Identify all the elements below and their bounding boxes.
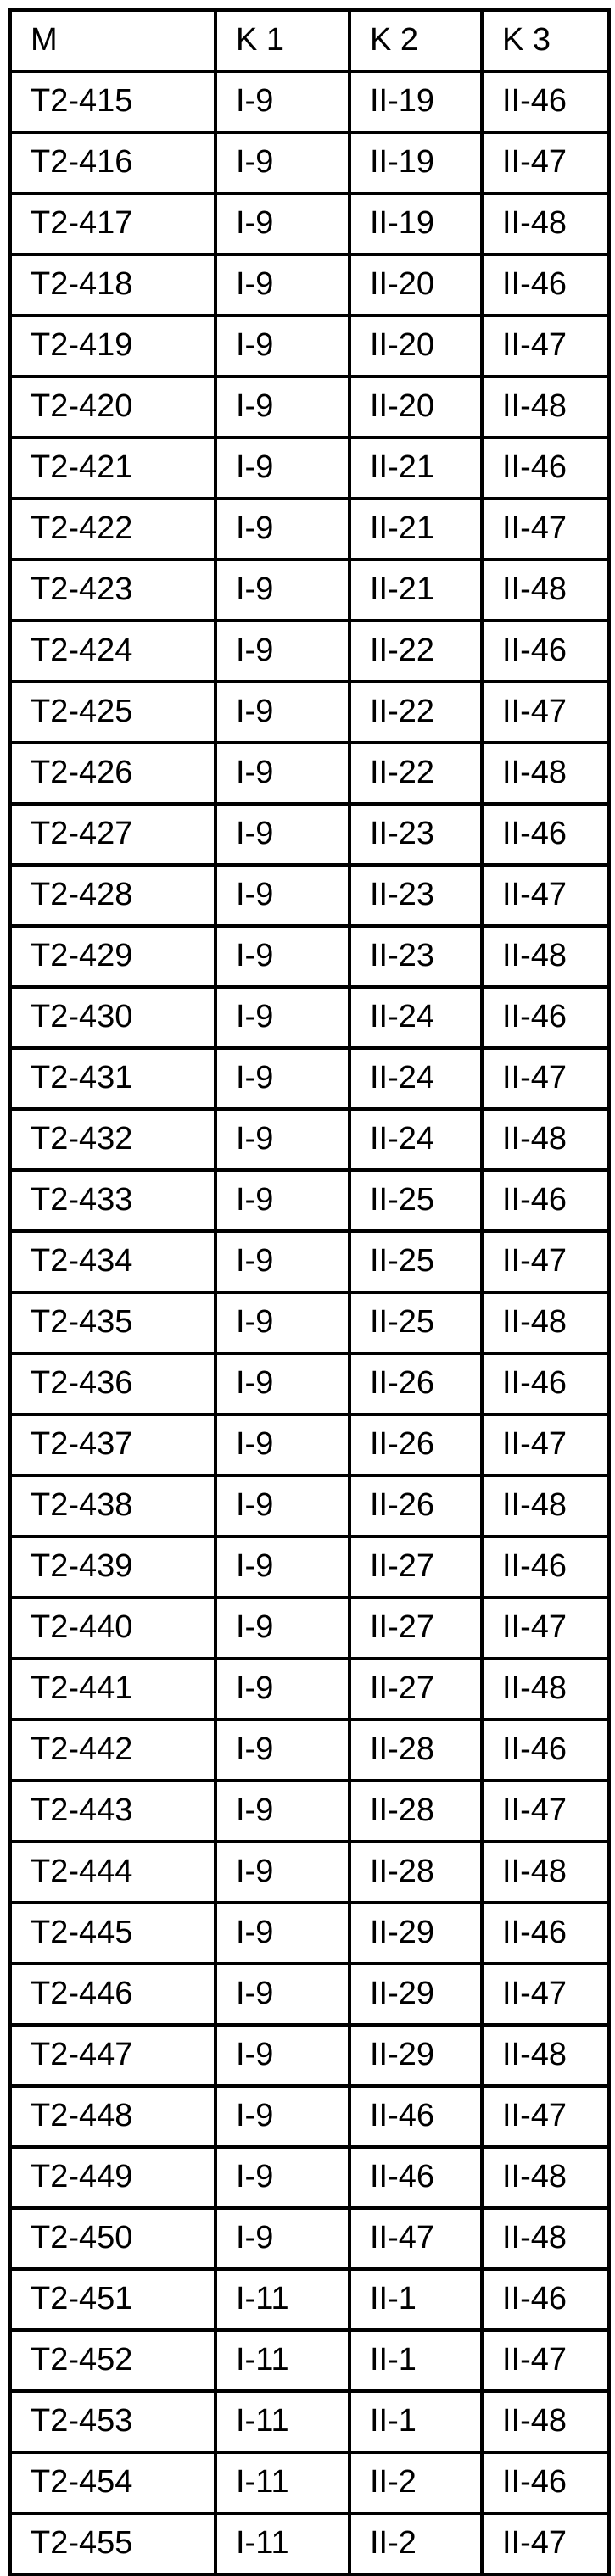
table-cell: I-9	[215, 1414, 349, 1475]
table-row	[10, 2147, 609, 2208]
header-row	[10, 10, 609, 71]
table-cell: II-26	[349, 1353, 482, 1414]
table-cell: I-9	[215, 315, 349, 376]
table-cell: I-9	[215, 1964, 349, 2025]
table-cell: I-11	[215, 2330, 349, 2391]
table-cell: T2-442	[10, 1720, 215, 1781]
table-cell: II-28	[349, 1720, 482, 1781]
table-cell: II-25	[349, 1292, 482, 1353]
table-cell: II-27	[349, 1536, 482, 1597]
table-cell: I-9	[215, 2208, 349, 2269]
table-cell: II-26	[349, 1414, 482, 1475]
table-cell: I-9	[215, 1597, 349, 1659]
table-cell: T2-420	[10, 376, 215, 438]
table-cell: II-47	[482, 1231, 609, 1292]
table-row	[10, 1414, 609, 1475]
table-cell: II-47	[482, 2086, 609, 2147]
table-cell: I-9	[215, 865, 349, 926]
table-cell: II-47	[482, 132, 609, 193]
table-cell: II-47	[482, 1964, 609, 2025]
table-cell: T2-429	[10, 926, 215, 987]
table-row	[10, 1781, 609, 1842]
table-cell: II-47	[482, 315, 609, 376]
table-row	[10, 1597, 609, 1659]
table-cell: II-1	[349, 2269, 482, 2330]
table-cell: II-46	[349, 2086, 482, 2147]
table-cell: II-46	[482, 1170, 609, 1231]
table-cell: II-48	[482, 2147, 609, 2208]
table-cell: II-1	[349, 2330, 482, 2391]
table-cell: T2-433	[10, 1170, 215, 1231]
table-cell: II-24	[349, 1048, 482, 1109]
table-row	[10, 1964, 609, 2025]
table-cell: T2-417	[10, 193, 215, 254]
table-cell: II-29	[349, 1964, 482, 2025]
table-cell: T2-441	[10, 1659, 215, 1720]
table-cell: I-9	[215, 132, 349, 193]
table-row	[10, 1720, 609, 1781]
table-cell: T2-425	[10, 682, 215, 743]
table-cell: II-47	[482, 2513, 609, 2574]
table-row	[10, 1231, 609, 1292]
table-cell: T2-445	[10, 1903, 215, 1964]
table-cell: II-19	[349, 193, 482, 254]
table-cell: I-9	[215, 1170, 349, 1231]
table-row	[10, 621, 609, 682]
table-cell: I-9	[215, 499, 349, 560]
table-cell: II-48	[482, 1292, 609, 1353]
table-row	[10, 2330, 609, 2391]
table-cell: T2-419	[10, 315, 215, 376]
table-cell: II-24	[349, 987, 482, 1048]
table-cell: I-9	[215, 2147, 349, 2208]
table-cell: I-9	[215, 1292, 349, 1353]
table-row	[10, 1353, 609, 1414]
table-row	[10, 315, 609, 376]
table-cell: II-46	[482, 1720, 609, 1781]
table-cell: T2-438	[10, 1475, 215, 1536]
table-cell: II-21	[349, 560, 482, 621]
table-row	[10, 926, 609, 987]
table-cell: II-24	[349, 1109, 482, 1170]
table-cell: T2-435	[10, 1292, 215, 1353]
table-cell: I-11	[215, 2391, 349, 2452]
table-cell: II-46	[482, 621, 609, 682]
table-cell: I-9	[215, 1659, 349, 1720]
table-cell: I-9	[215, 2086, 349, 2147]
table-cell: II-27	[349, 1597, 482, 1659]
table-cell: T2-432	[10, 1109, 215, 1170]
table-cell: T2-452	[10, 2330, 215, 2391]
table-cell: II-46	[482, 2269, 609, 2330]
table-cell: T2-444	[10, 1842, 215, 1903]
table-cell: I-9	[215, 682, 349, 743]
table-cell: T2-421	[10, 438, 215, 499]
table-cell: I-9	[215, 193, 349, 254]
table-row	[10, 438, 609, 499]
table-cell: II-47	[349, 2208, 482, 2269]
table-cell: T2-455	[10, 2513, 215, 2574]
table-cell: I-11	[215, 2513, 349, 2574]
table-cell: T2-449	[10, 2147, 215, 2208]
column-header-k3: K 3	[482, 10, 609, 71]
column-header-m: M	[10, 10, 215, 71]
table-cell: T2-416	[10, 132, 215, 193]
table-cell: II-46	[482, 1903, 609, 1964]
table-cell: I-11	[215, 2269, 349, 2330]
table-cell: T2-426	[10, 743, 215, 804]
table-cell: I-9	[215, 560, 349, 621]
table-cell: II-47	[482, 865, 609, 926]
table-cell: II-47	[482, 1048, 609, 1109]
table-cell: T2-451	[10, 2269, 215, 2330]
table-row	[10, 1170, 609, 1231]
table-row	[10, 743, 609, 804]
table-cell: I-9	[215, 2025, 349, 2086]
table-row	[10, 865, 609, 926]
table-cell: T2-450	[10, 2208, 215, 2269]
table-cell: I-9	[215, 1720, 349, 1781]
table-row	[10, 2513, 609, 2574]
table-header	[10, 10, 609, 71]
table-row	[10, 1903, 609, 1964]
column-header-k2: K 2	[349, 10, 482, 71]
table-cell: II-46	[482, 254, 609, 315]
table-row	[10, 254, 609, 315]
table-cell: II-47	[482, 1414, 609, 1475]
table-cell: I-9	[215, 1903, 349, 1964]
table-cell: I-9	[215, 254, 349, 315]
table-cell: II-20	[349, 315, 482, 376]
table-cell: I-9	[215, 1231, 349, 1292]
table-cell: II-47	[482, 682, 609, 743]
table-cell: II-48	[482, 1475, 609, 1536]
table-cell: II-1	[349, 2391, 482, 2452]
table-cell: T2-446	[10, 1964, 215, 2025]
table-row	[10, 132, 609, 193]
table-cell: II-21	[349, 499, 482, 560]
table-cell: T2-440	[10, 1597, 215, 1659]
table-cell: II-46	[482, 1536, 609, 1597]
table-cell: T2-454	[10, 2452, 215, 2513]
table-row	[10, 987, 609, 1048]
table-cell: II-46	[349, 2147, 482, 2208]
table-body	[10, 71, 609, 2574]
table-row	[10, 2208, 609, 2269]
table-cell: T2-424	[10, 621, 215, 682]
table-row	[10, 2269, 609, 2330]
table-cell: II-48	[482, 2208, 609, 2269]
table-cell: II-48	[482, 376, 609, 438]
table-cell: I-9	[215, 743, 349, 804]
table-cell: II-25	[349, 1231, 482, 1292]
table-cell: I-9	[215, 926, 349, 987]
table-cell: II-48	[482, 1842, 609, 1903]
table-cell: II-47	[482, 499, 609, 560]
table-row	[10, 193, 609, 254]
table-cell: T2-418	[10, 254, 215, 315]
dependency-table-container	[8, 8, 611, 2576]
table-cell: II-47	[482, 2330, 609, 2391]
table-row	[10, 1292, 609, 1353]
table-cell: I-9	[215, 71, 349, 132]
table-cell: II-46	[482, 2452, 609, 2513]
table-cell: II-46	[482, 1353, 609, 1414]
table-cell: II-48	[482, 743, 609, 804]
table-cell: II-26	[349, 1475, 482, 1536]
table-cell: T2-427	[10, 804, 215, 865]
table-cell: II-47	[482, 1597, 609, 1659]
table-cell: II-28	[349, 1781, 482, 1842]
table-cell: II-48	[482, 2391, 609, 2452]
table-cell: T2-423	[10, 560, 215, 621]
table-cell: I-9	[215, 1475, 349, 1536]
table-row	[10, 1475, 609, 1536]
table-row	[10, 560, 609, 621]
table-cell: T2-448	[10, 2086, 215, 2147]
table-cell: II-46	[482, 438, 609, 499]
table-cell: II-2	[349, 2452, 482, 2513]
table-cell: T2-436	[10, 1353, 215, 1414]
column-header-k1: K 1	[215, 10, 349, 71]
table-cell: T2-428	[10, 865, 215, 926]
table-cell: T2-434	[10, 1231, 215, 1292]
table-cell: I-9	[215, 1536, 349, 1597]
table-row	[10, 682, 609, 743]
table-cell: II-48	[482, 2025, 609, 2086]
table-cell: II-19	[349, 71, 482, 132]
table-cell: II-28	[349, 1842, 482, 1903]
table-cell: II-21	[349, 438, 482, 499]
table-cell: I-9	[215, 987, 349, 1048]
table-cell: II-47	[482, 1781, 609, 1842]
table-cell: II-19	[349, 132, 482, 193]
table-cell: I-9	[215, 438, 349, 499]
table-cell: I-9	[215, 1353, 349, 1414]
table-cell: I-9	[215, 1048, 349, 1109]
table-row	[10, 804, 609, 865]
table-cell: I-9	[215, 804, 349, 865]
table-cell: II-2	[349, 2513, 482, 2574]
table-row	[10, 2086, 609, 2147]
table-row	[10, 1048, 609, 1109]
table-cell: II-22	[349, 682, 482, 743]
table-cell: T2-439	[10, 1536, 215, 1597]
table-cell: II-27	[349, 1659, 482, 1720]
table-cell: II-29	[349, 1903, 482, 1964]
table-cell: II-46	[482, 987, 609, 1048]
table-cell: T2-447	[10, 2025, 215, 2086]
table-row	[10, 1842, 609, 1903]
table-cell: II-48	[482, 1659, 609, 1720]
table-row	[10, 2025, 609, 2086]
table-cell: II-23	[349, 926, 482, 987]
table-row	[10, 1536, 609, 1597]
table-cell: II-48	[482, 1109, 609, 1170]
table-cell: II-48	[482, 193, 609, 254]
table-cell: T2-422	[10, 499, 215, 560]
dependency-table	[8, 8, 611, 2576]
table-row	[10, 2452, 609, 2513]
table-cell: T2-443	[10, 1781, 215, 1842]
table-cell: T2-453	[10, 2391, 215, 2452]
table-cell: II-20	[349, 254, 482, 315]
table-row	[10, 71, 609, 132]
table-cell: II-22	[349, 743, 482, 804]
table-cell: II-46	[482, 71, 609, 132]
table-row	[10, 2391, 609, 2452]
table-cell: II-20	[349, 376, 482, 438]
table-row	[10, 1659, 609, 1720]
table-row	[10, 1109, 609, 1170]
table-cell: T2-415	[10, 71, 215, 132]
table-cell: I-9	[215, 1842, 349, 1903]
table-row	[10, 376, 609, 438]
table-cell: T2-430	[10, 987, 215, 1048]
table-cell: II-48	[482, 926, 609, 987]
table-cell: I-9	[215, 1109, 349, 1170]
table-cell: I-11	[215, 2452, 349, 2513]
table-cell: I-9	[215, 376, 349, 438]
table-cell: II-22	[349, 621, 482, 682]
table-row	[10, 499, 609, 560]
table-cell: T2-437	[10, 1414, 215, 1475]
table-cell: II-25	[349, 1170, 482, 1231]
table-cell: II-46	[482, 804, 609, 865]
table-cell: I-9	[215, 1781, 349, 1842]
table-cell: II-23	[349, 804, 482, 865]
table-cell: T2-431	[10, 1048, 215, 1109]
table-cell: II-48	[482, 560, 609, 621]
table-cell: II-29	[349, 2025, 482, 2086]
table-cell: II-23	[349, 865, 482, 926]
table-cell: I-9	[215, 621, 349, 682]
